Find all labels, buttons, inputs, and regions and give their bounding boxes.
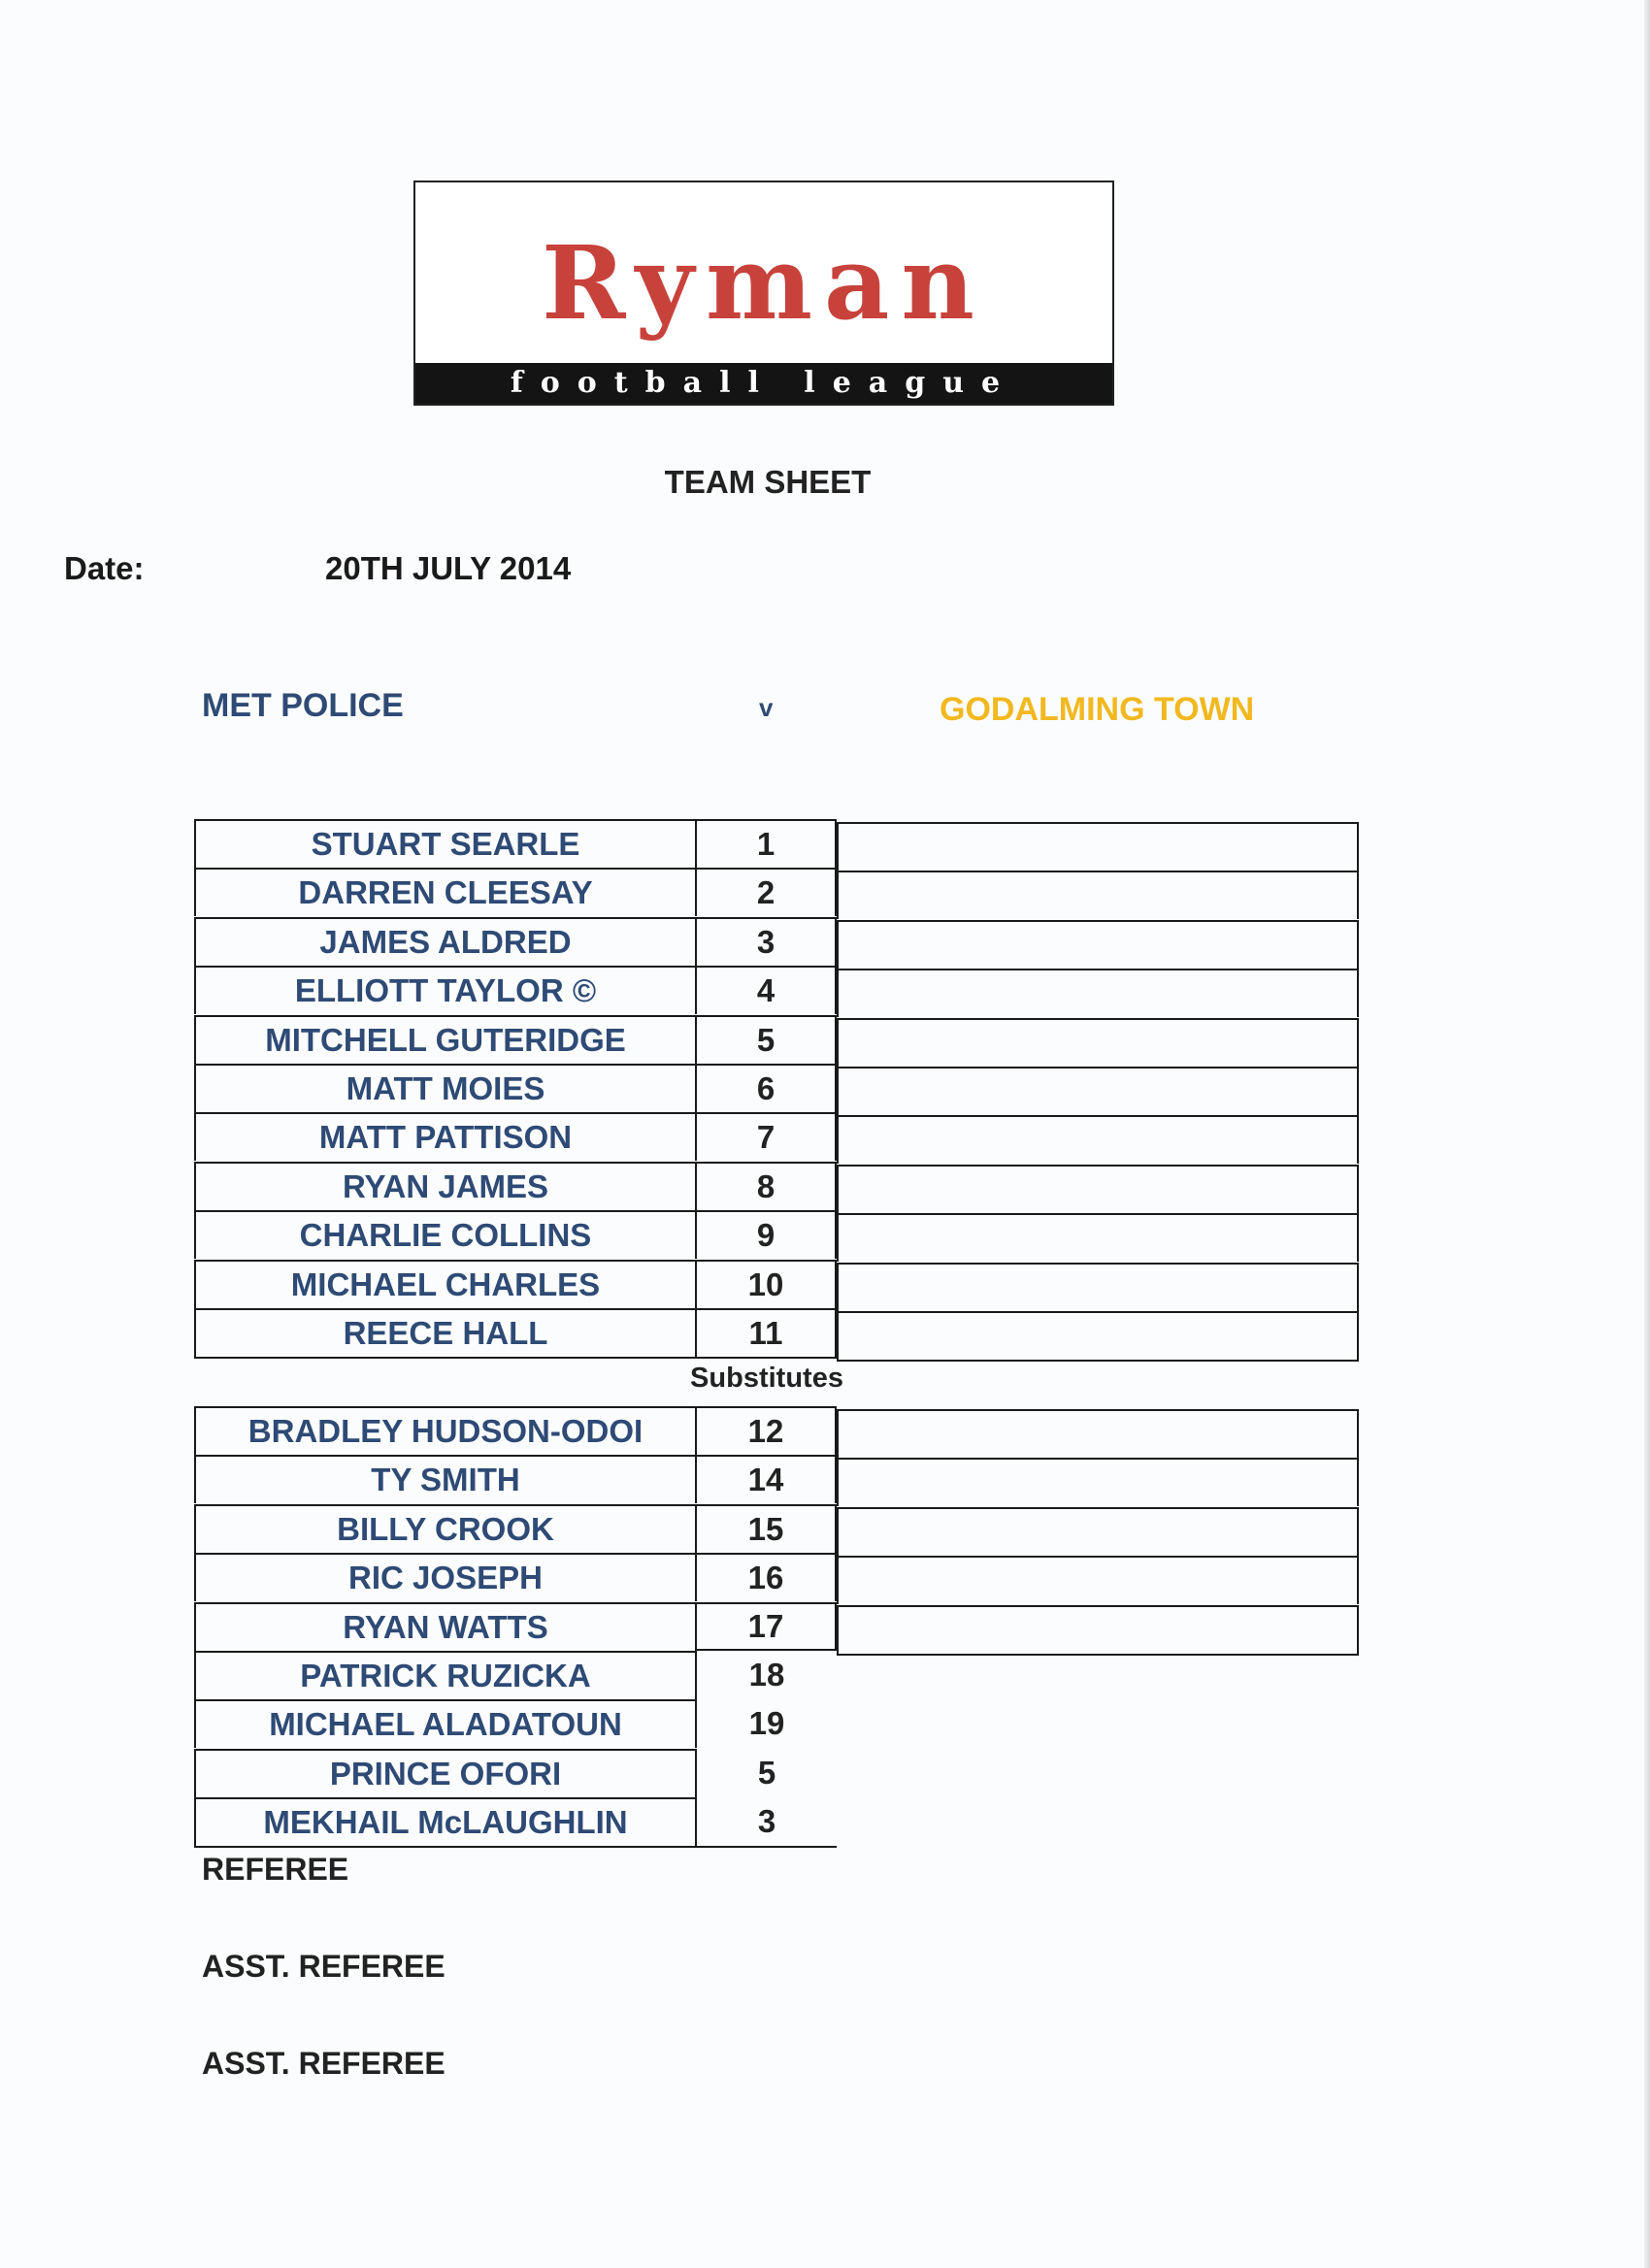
opponent-entry-cell[interactable] [837, 1263, 1359, 1311]
player-name: BRADLEY HUDSON-ODOI [194, 1406, 697, 1455]
opponent-entry-cell[interactable] [837, 871, 1359, 919]
shirt-number: 8 [697, 1162, 837, 1210]
asst-referee-label-1: ASST. REFEREE [202, 1949, 446, 1984]
opponent-entry-cell[interactable] [837, 1556, 1359, 1604]
home-team: MET POLICE [202, 687, 404, 724]
page-title: TEAM SHEET [664, 464, 872, 500]
player-name: REECE HALL [194, 1308, 697, 1359]
player-name: MITCHELL GUTERIDGE [194, 1015, 697, 1064]
shirt-number: 15 [697, 1504, 837, 1553]
player-name: PRINCE OFORI [194, 1749, 697, 1797]
shirt-number: 5 [757, 1754, 776, 1791]
shirt-number: 7 [697, 1112, 837, 1161]
player-name: RYAN WATTS [194, 1602, 697, 1651]
player-name: BILLY CROOK [194, 1504, 697, 1553]
player-name: STUART SEARLE [194, 819, 697, 868]
shirt-number: 10 [697, 1260, 837, 1308]
shirt-number: 3 [697, 917, 837, 966]
away-team: GODALMING TOWN [940, 691, 1255, 728]
player-name: MICHAEL ALADATOUN [194, 1699, 697, 1748]
asst-referee-label-2: ASST. REFEREE [202, 2046, 446, 2081]
referee-label: REFEREE [202, 1852, 349, 1887]
shirt-number: 18 [748, 1657, 785, 1693]
logo-band: football league [415, 363, 1112, 404]
versus-label: v [759, 693, 774, 722]
date-value: 20TH JULY 2014 [325, 550, 572, 586]
date-label: Date: [64, 550, 145, 586]
logo-wordmark: Ryman [541, 223, 987, 343]
ryman-logo [413, 181, 1114, 406]
opponent-entry-cell[interactable] [837, 1458, 1359, 1506]
player-name: RIC JOSEPH [194, 1553, 697, 1601]
opponent-entry-cell[interactable] [837, 1507, 1359, 1556]
shirt-number: 17 [697, 1602, 837, 1651]
player-name: TY SMITH [194, 1455, 697, 1503]
opponent-entry-cell[interactable] [837, 1409, 1359, 1458]
shirt-number: 11 [697, 1308, 837, 1359]
shirt-number: 1 [697, 819, 837, 868]
player-name: ELLIOTT TAYLOR © [194, 966, 697, 1014]
player-name: CHARLIE COLLINS [194, 1210, 697, 1259]
player-name: MATT MOIES [194, 1064, 697, 1112]
opponent-entry-cell[interactable] [837, 920, 1359, 969]
shirt-number: 19 [748, 1705, 785, 1742]
shirt-number: 12 [697, 1406, 837, 1455]
player-name: PATRICK RUZICKA [194, 1651, 697, 1699]
shirt-number: 4 [697, 966, 837, 1014]
shirt-number: 16 [697, 1553, 837, 1601]
player-name: JAMES ALDRED [194, 917, 697, 966]
player-name: MEKHAIL McLAUGHLIN [194, 1797, 697, 1848]
player-name: MICHAEL CHARLES [194, 1260, 697, 1308]
shirt-number: 14 [697, 1455, 837, 1503]
shirt-number: 5 [697, 1015, 837, 1064]
player-name: MATT PATTISON [194, 1112, 697, 1161]
opponent-entry-cell[interactable] [837, 1067, 1359, 1115]
page-edge [1644, 0, 1650, 2268]
player-name: DARREN CLEESAY [194, 868, 697, 916]
substitutes-label: Substitutes [690, 1363, 843, 1394]
opponent-entry-cell[interactable] [837, 1311, 1359, 1362]
shirt-number: 9 [697, 1210, 837, 1259]
opponent-entry-cell[interactable] [837, 1213, 1359, 1262]
opponent-entry-cell[interactable] [837, 1018, 1359, 1067]
opponent-entry-cell[interactable] [837, 822, 1359, 871]
opponent-entry-cell[interactable] [837, 1605, 1359, 1656]
opponent-entry-cell[interactable] [837, 969, 1359, 1017]
shirt-number: 6 [697, 1064, 837, 1112]
shirt-number: 2 [697, 868, 837, 916]
shirt-number: 3 [697, 1797, 837, 1848]
player-name: RYAN JAMES [194, 1162, 697, 1210]
opponent-entry-cell[interactable] [837, 1165, 1359, 1213]
opponent-entry-cell[interactable] [837, 1115, 1359, 1164]
